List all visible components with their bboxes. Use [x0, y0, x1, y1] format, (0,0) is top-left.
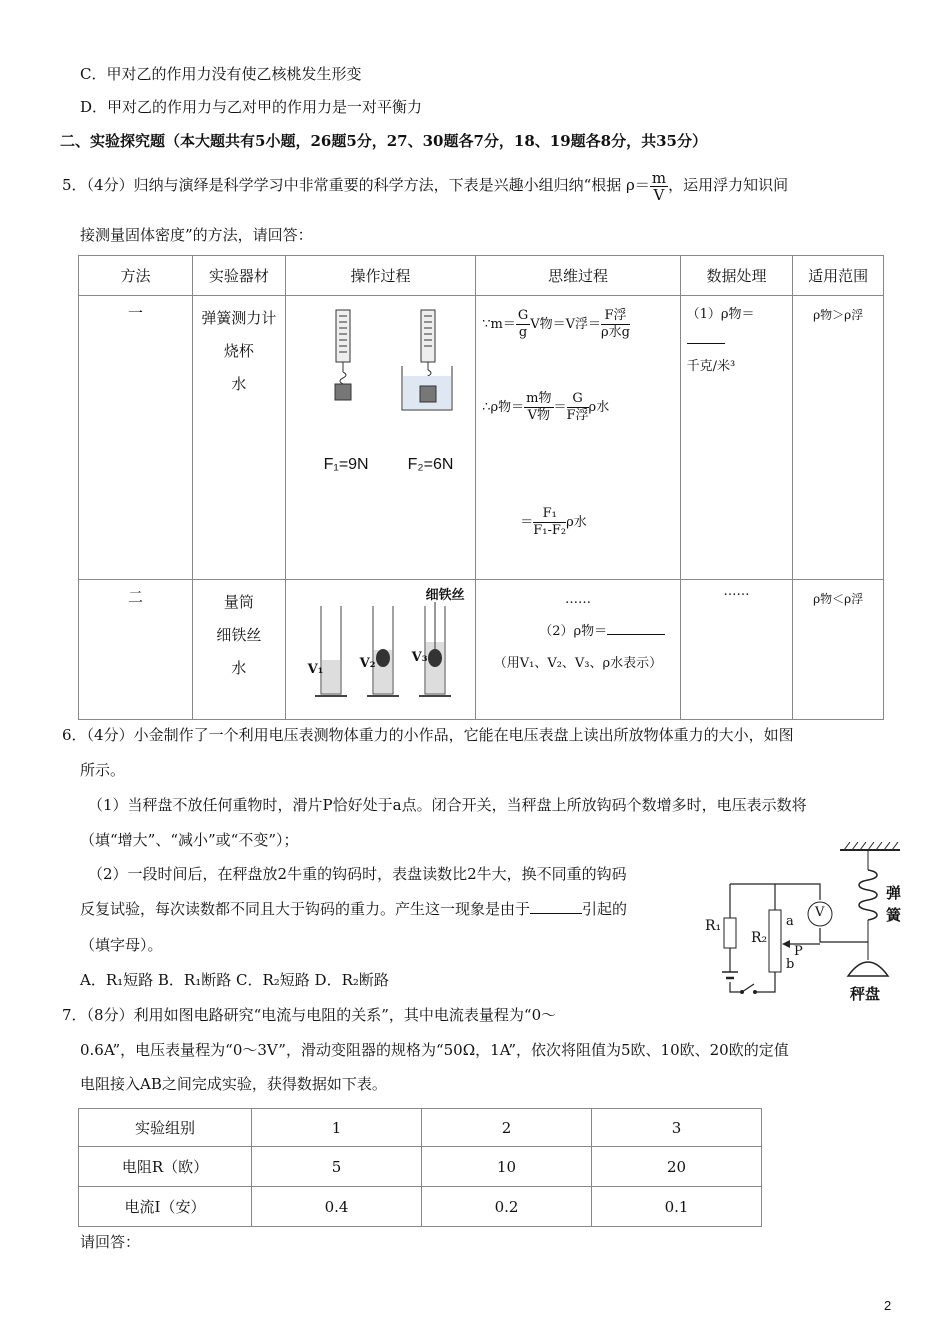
wire-label: 细铁丝: [425, 588, 465, 603]
equipment-cell: [193, 296, 286, 580]
q7-line2: 0.6A”，电压表量程为“0～3V”，滑动变阻器的规格为“50Ω，1A”，依次将阻值为5欧、10欧、20欧的定值: [80, 1041, 789, 1059]
q7-line1: 7．（8分）利用如图电路研究“电流与电阻的关系”，其中电流表量程为“0～: [62, 1006, 557, 1024]
answer-1-label: （1）ρ物＝: [686, 307, 755, 322]
operation-cell: [285, 296, 476, 580]
header-cell: 实验器材: [193, 256, 286, 296]
method-cell: 一: [79, 296, 193, 580]
q6-line1: 6．（4分）小金制作了一个利用电压表测物体重力的小作品，它能在电压表盘上读出所放物体重力的大小，如图: [62, 726, 794, 744]
r1-label: R₁: [705, 918, 722, 934]
pan-label: 秤盘: [850, 985, 881, 1003]
q5-intro-line2: 接测量固体密度”的方法，请回答：: [80, 226, 313, 244]
f2-label: F₂=6N: [407, 456, 454, 473]
q5-method-table: [78, 255, 884, 720]
table-cell: 3: [592, 1109, 762, 1147]
point-a-label: a: [786, 914, 794, 929]
ellipsis: ……: [564, 592, 591, 607]
q5-intro-b: ，运用浮力知识间: [668, 176, 789, 194]
spring-label-1: 弹: [886, 884, 902, 902]
density-fraction: $\frac{m}{V}$: [651, 168, 667, 204]
table-cell: 电流I（安）: [79, 1187, 252, 1227]
r1-resistor-icon: [724, 918, 736, 948]
q7-after: 请回答：: [80, 1233, 141, 1251]
point-b-label: b: [786, 957, 795, 972]
spring-scale-in-beaker-icon: [402, 310, 452, 410]
option-c: C．甲对乙的作用力没有使乙核桃发生形变: [80, 65, 362, 83]
table-cell: 实验组别: [79, 1109, 252, 1147]
data-cell: ……: [680, 580, 793, 720]
table-row: [79, 1109, 762, 1147]
q6-line4: （填“增大”、“减小”或“不变”）；: [80, 831, 299, 849]
header-cell: 方法: [79, 256, 193, 296]
q6-line6: 反复试验，每次读数都不同且大于钩码的重力。产生这一现象是由于 引起的: [80, 900, 628, 918]
spring-scale-icon: [335, 310, 351, 400]
table-cell: 电阻R（欧）: [79, 1147, 252, 1187]
q6-options: A．R₁短路 B．R₁断路 C．R₂短路 D．R₂断路: [80, 971, 389, 989]
q7-data-table: [78, 1108, 762, 1227]
unit-label: 千克/米³: [686, 359, 736, 374]
formula-line-1: ∵m＝ $\frac{G}{g}$ V物＝V浮＝ $\frac{\text{F浮}}{\text{ρ水g}}$: [482, 308, 630, 340]
equip-item: 水: [231, 375, 247, 393]
table-cell: 10: [422, 1147, 592, 1187]
header-cell: 思维过程: [476, 256, 680, 296]
option-d: D．甲对乙的作用力与乙对甲的作用力是一对平衡力: [80, 98, 423, 116]
header-cell: 数据处理: [680, 256, 793, 296]
q6-line3: （1）当秤盘不放任何重物时，滑片P恰好处于a点。闭合开关，当秤盘上所放钩码个数增多时，电压表示数将: [88, 796, 807, 814]
table-row: [79, 1147, 762, 1187]
table-cell: 0.2: [422, 1187, 592, 1227]
equip-item: 烧杯: [223, 342, 254, 360]
table-cell: 0.1: [592, 1187, 762, 1227]
spring-label-2: 簧: [886, 906, 902, 924]
table-row: [79, 296, 884, 580]
table-cell: 2: [422, 1109, 592, 1147]
formula-line-2: ∴ρ物＝ $\frac{\text{m物}}{\text{V物}}$ ＝ $\frac{G}{\text{F浮}}$ ρ水: [482, 391, 610, 423]
equip-item: 量筒: [223, 593, 254, 611]
scale-pan-icon: [848, 962, 888, 976]
section-heading: 二、实验探究题（本大题共有5小题，26题5分，27、30题各7分，18、19题各8分，共35分）: [60, 132, 707, 150]
equip-item: 细铁丝: [216, 626, 262, 644]
q7-line3: 电阻接入AB之间完成实验，获得数据如下表。: [80, 1075, 387, 1093]
slider-p-label: P: [794, 944, 803, 959]
range-cell: ρ物＞ρ浮: [793, 296, 884, 580]
q6-line2: 所示。: [80, 761, 126, 779]
table-header-row: [79, 256, 884, 296]
method-cell: 二: [79, 580, 193, 720]
graduated-cylinders-illustration: [301, 598, 481, 708]
answer-2-hint: （用V₁、V₂、V₃、ρ水表示）: [493, 656, 663, 671]
spring-icon: [859, 850, 877, 960]
slider-arrow-icon: [782, 940, 790, 948]
table-cell: 0.4: [252, 1187, 422, 1227]
table-row: [79, 580, 884, 720]
f1-label: F₁=9N: [323, 456, 369, 473]
cylinder-icon: [367, 606, 399, 696]
formula-line-3: ＝ $\frac{\text{F₁}}{\text{F₁-F₂}}$ ρ水: [520, 506, 587, 538]
q5-intro-line1: [62, 166, 788, 204]
thinking-cell: [476, 296, 680, 580]
equip-item: 弹簧测力计: [201, 309, 277, 327]
header-cell: 操作过程: [285, 256, 476, 296]
operation-cell: [285, 580, 476, 720]
v2-label: V₂: [359, 656, 376, 671]
r2-rheostat-icon: [769, 910, 781, 972]
answer-2-label: （2）ρ物＝: [539, 624, 608, 639]
cylinder-icon: [419, 602, 451, 696]
page-number: 2: [884, 1298, 892, 1313]
table-cell: 1: [252, 1109, 422, 1147]
cylinder-icon: [315, 606, 347, 696]
q5-intro-a: 5．（4分）归纳与演绎是科学学习中非常重要的科学方法，下表是兴趣小组归纳“根据 ρ＝: [62, 176, 650, 194]
v3-label: V₃: [411, 650, 428, 665]
table-row: [79, 1187, 762, 1227]
table-cell: 20: [592, 1147, 762, 1187]
equip-item: 水: [231, 659, 247, 677]
table-cell: 5: [252, 1147, 422, 1187]
answer-1-blank[interactable]: [687, 343, 725, 344]
data-cell: [680, 296, 793, 580]
v1-label: V₁: [307, 662, 324, 677]
q6-line5: （2）一段时间后，在秤盘放2牛重的钩码时，表盘读数比2牛大，换不同重的钩码: [88, 865, 627, 883]
voltmeter-label: V: [815, 905, 825, 920]
equipment-cell: [193, 580, 286, 720]
r2-label: R₂: [751, 930, 768, 946]
spring-scale-illustration: [306, 306, 496, 456]
q6-blank[interactable]: [530, 913, 582, 914]
answer-2-blank[interactable]: [607, 634, 665, 635]
header-cell: 适用范围: [793, 256, 884, 296]
thinking-cell: [476, 580, 680, 720]
range-cell: ρ物＜ρ浮: [793, 580, 884, 720]
q6-line7: （填字母）。: [80, 936, 163, 954]
